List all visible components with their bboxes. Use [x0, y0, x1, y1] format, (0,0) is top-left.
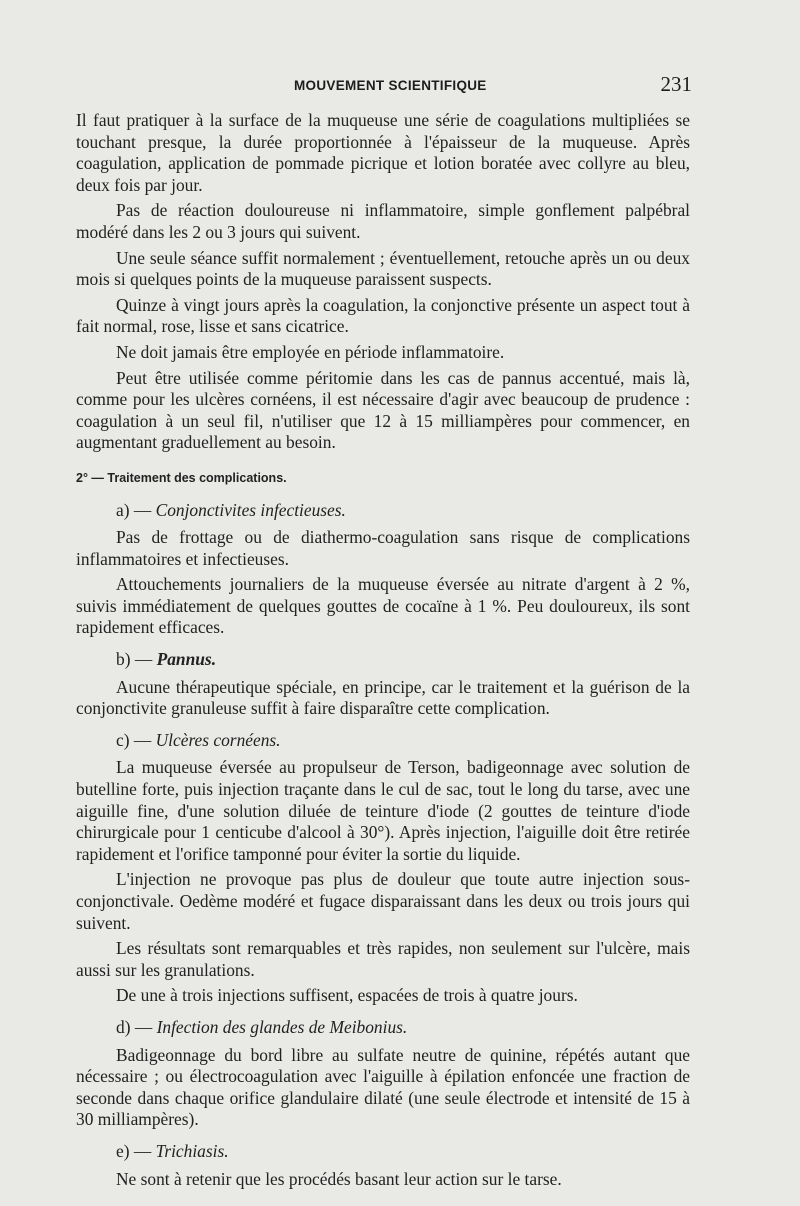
subsection-heading-d [76, 1017, 690, 1039]
paragraph: Ne doit jamais être employée en période inflammatoire. [116, 341, 505, 362]
paragraph: Badigeonnage du bord libre au sulfate neutre de quinine, répétés autant que nécessaire ; ou électrocoagulation avec l'aiguille à épilation enfoncée une fraction de seconde dans chaque orifice glandulaire dilaté (une seule électrode et intensité de 15 à 30 milliampères). [76, 1044, 690, 1130]
paragraph: Une seule séance suffit normalement ; éventuellement, retouche après un ou deux mois si quelques points de la muqueuse paraissent suspects. [76, 247, 690, 290]
subsection-label: e) — [116, 1140, 152, 1161]
subsection-heading-a [76, 500, 690, 522]
page-header [76, 70, 692, 100]
paragraph: La muqueuse éversée au propulseur de Terson, badigeonnage avec solution de butelline forte, puis injection traçante dans le cul de sac, tout le long du tarse, avec une aiguille fine, d'une solution diluée de teinture d'iode (2 gouttes de teinture d'iode chirurgicale pour 1 centicube d'alcool à 30°). Après injection, l'aiguille doit être retirée rapidement et l'orifice tamponné pour éviter la sortie du liquide. [76, 757, 690, 864]
subsection-title: Trichiasis. [155, 1140, 229, 1161]
paragraph: Les résultats sont remarquables et très rapides, non seulement sur l'ulcère, mais aussi sur les granulations. [76, 938, 690, 980]
subsection-title: Pannus. [156, 649, 217, 670]
subsection-label: a) — [116, 499, 152, 520]
page-number: 231 [660, 72, 692, 96]
subsection-title: Conjonctivites infectieuses. [155, 499, 346, 520]
subsection-label: d) — [116, 1016, 153, 1037]
body-text [76, 110, 690, 1194]
paragraph: Ne sont à retenir que les procédés basant leur action sur le tarse. [116, 1168, 562, 1189]
subsection-label: c) — [116, 729, 152, 750]
paragraph: Il faut pratiquer à la surface de la muqueuse une série de coagulations multipliées se touchant presque, la durée proportionnée à l'épaisseur de la muqueuse. Après coagulation, application de pommade picrique et lotion boratée avec collyre au bleu, deux fois par jour. [76, 110, 690, 195]
subsection-label: b) — [116, 649, 153, 670]
subsection-title: Infection des glandes de Meibonius. [156, 1016, 408, 1037]
subsection-heading-c [76, 730, 690, 752]
running-title: MOUVEMENT SCIENTIFIQUE [294, 78, 487, 93]
paragraph: Attouchements journaliers de la muqueuse éversée au nitrate d'argent à 2 %, suivis immédiatement de quelques gouttes de cocaïne à 1 %. Peu douloureux, ils sont rapidement efficaces. [76, 574, 690, 638]
paragraph: L'injection ne provoque pas plus de douleur que toute autre injection sous-conjonctivale. Oedème modéré et fugace disparaissant dans les deux ou trois jours qui suivent. [76, 869, 690, 933]
paragraph: Pas de réaction douloureuse ni inflammatoire, simple gonflement palpébral modéré dans les 2 ou 3 jours qui suivent. [76, 200, 690, 242]
subsection-heading-e [76, 1141, 690, 1163]
paragraph: De une à trois injections suffisent, espacées de trois à quatre jours. [116, 985, 578, 1006]
paragraph: Pas de frottage ou de diathermo-coagulation sans risque de complications inflammatoires et infectieuses. [76, 527, 690, 569]
subsection-title: Ulcères cornéens. [155, 729, 281, 750]
paragraph: Peut être utilisée comme péritomie dans les cas de pannus accentué, mais là, comme pour les ulcères cornéens, il est nécessaire d'agir avec beaucoup de prudence : coagulation à un seul fil, n'utiliser que 12 à 15 milliampères pour commencer, en augmentant graduellement au besoin. [76, 367, 690, 453]
paragraph: Aucune thérapeutique spéciale, en principe, car le traitement et la guérison de la conjonctivite granuleuse suffit à faire disparaître cette complication. [76, 676, 690, 719]
section-heading: 2° — Traitement des complications. [76, 470, 287, 485]
subsection-heading-b [76, 649, 690, 671]
paragraph: Quinze à vingt jours après la coagulation, la conjonctive présente un aspect tout à fait normal, rose, lisse et sans cicatrice. [76, 294, 690, 337]
